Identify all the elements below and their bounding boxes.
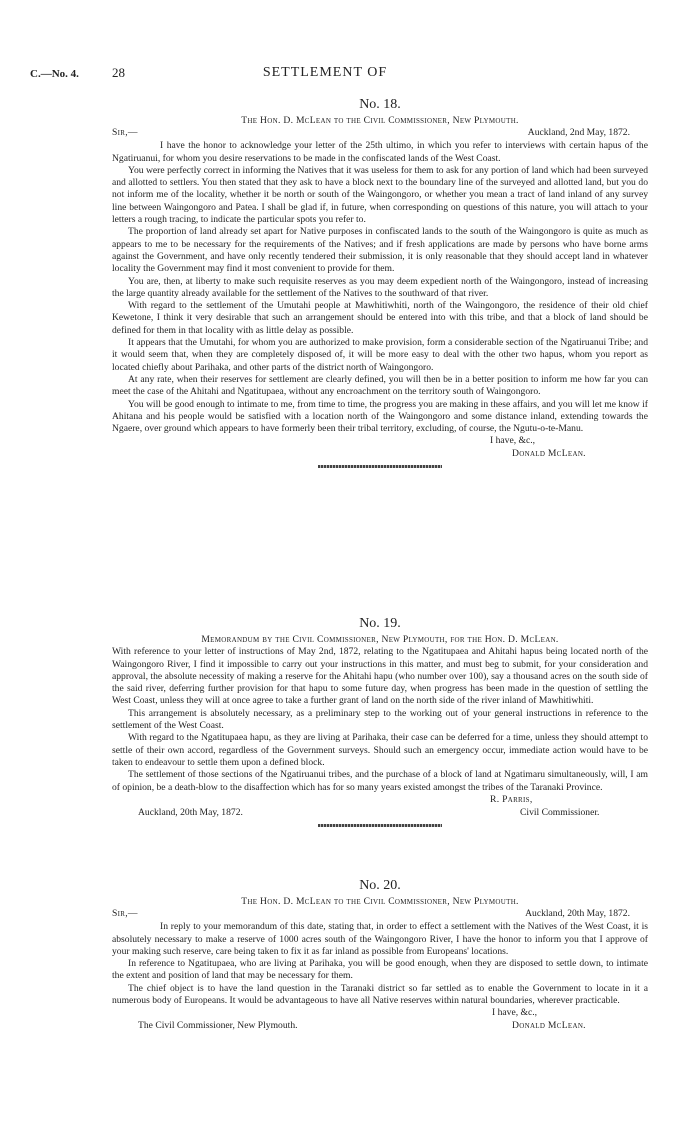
document-number: No. 19. [359,616,401,631]
addressee: The Civil Commissioner, New Plymouth. [138,1020,298,1032]
place-date: Auckland, 2nd May, 1872. [527,127,630,139]
closing: I have, &c., [492,1007,538,1019]
paragraph: With reference to your letter of instructions of May 2nd, 1872, relating to the Ngatitupaea and Ahitahi hapus being located north of the Waingongoro River, I find it impossible to carry out your instructions in this matter, and must beg to submit, for your consideration and approval, the absolute necessity of making a reserve for the Ahitahi hapu (who number over 100), say a thousand acres on the south side of the said river, deferring further provision for that hapu to some future day, when progress has been made in the question of settling the West Coast, unless they will at once agree to take a further grant of land on the north side of the river inland of Mawhitiwhiti. [112,646,648,707]
document-number: No. 18. [359,97,401,112]
document-number: No. 20. [359,878,401,893]
paragraph: With regard to the Ngatitupaea hapu, as they are living at Parihaka, their case can be deferred for a time, unless they should attempt to settle of their own accord, regardless of the Government surveys. Should such an emergency occur, immediate action would have to be taken to endeavour to settle them upon a defined block. [112,732,648,768]
running-title: SETTLEMENT OF [262,65,388,80]
section-divider [318,824,442,827]
document-heading: Memorandum by the Civil Commissioner, New Plymouth, for the Hon. D. McLean. [201,634,559,645]
page-number: 28 [112,65,125,80]
paragraph: With regard to the settlement of the Umutahi people at Mawhitiwhiti, north of the Waingongoro, the residence of their old chief Kewetone, I think it very desirable that such an arrangement should be entered into with this tribe, and that a block of land should be defined for them in that locality with as little delay as possible. [112,300,648,336]
paragraph: The proportion of land already set apart for Native purposes in confiscated lands to the south of the Waingongoro is quite as much as appears to me to be necessary for the requirements of the Natives; and if fresh applications are made by persons who have borne arms against the Government, and have only recently tendered their submission, it is only reasonable that they should accept land in whatever locality the Government may find it most convenient to provide for them. [112,226,648,275]
paragraph: In reference to Ngatitupaea, who are living at Parihaka, you will be good enough, when they are disposed to settle down, to intimate the extent and position of land that may be necessary for them. [112,958,648,982]
paragraph: The settlement of those sections of the Ngatiruanui tribes, and the purchase of a block of land at Ngatimaru simultaneously, will, I am of opinion, be a death-blow to the disaffection which has for so many years existed amongst the tribes of the Taranaki Province. [112,769,648,793]
page-header [30,65,670,84]
salutation: Sir,— [112,127,138,139]
paragraph: You will be good enough to intimate to me, from time to time, the progress you are making in these affairs, and you will let me know if Ahitana and his people would be satisfied with a location north of the Waingongoro and some distance inland, extending towards the Ngaere, over ground which appears to have formerly been their tribal territory, excluding, of course, the Ngutu-o-te-Manu. [112,398,648,435]
document-20 [112,878,648,1033]
document-19 [112,616,648,831]
paragraph: I have the honor to acknowledge your letter of the 25th ultimo, in which you refer to interviews with certain hapus of the Ngatiruanui, for whom you desire reservations to be made in the confiscated lands of the West Coast. [112,140,648,164]
salutation: Sir,— [112,908,138,920]
paragraph: At any rate, when their reserves for settlement are clearly defined, you will then be in a better position to inform me how far you can meet the case of the Ahitahi and Ngatitupaea, without any encroachment on the territory south of Waingongoro. [112,373,648,398]
paragraph: You are, then, at liberty to make such requisite reserves as you may deem expedient north of the Waingongoro, instead of increasing the large quantity already available for the settlement of the Natives to the southward of that river. [112,275,648,299]
salutation-row [112,127,648,140]
signature: Donald McLean. [512,1020,586,1032]
paragraph: You were perfectly correct in informing the Natives that it was useless for them to ask for any portion of land which had been surveyed and allotted to settlers. You then stated that they ask to have a block next to the boundary line of the surveyed and allotted land, but you do not inform me of the locality, whether it be north or south of the Waingongoro, or whether you mean a tract of land inland of any survey line between Waingongoro and Patea. I shall be glad if, in future, when corresponding on questions of this nature, you will attach to your letters a rough tracing, to indicate the particular spots you refer to. [112,164,648,226]
signature-block [112,794,648,820]
paragraph: This arrangement is absolutely necessary, as a preliminary step to the working out of your general instructions in reference to the settlement of the West Coast. [112,707,648,732]
section-divider [318,465,442,468]
place-date: Auckland, 20th May, 1872. [525,908,630,920]
salutation-row [112,908,648,921]
series-number: C.—No. 4. [30,68,79,80]
document-heading: The Hon. D. McLean to the Civil Commissioner, New Plymouth. [241,896,519,907]
paragraph: It appears that the Umutahi, for whom you are authorized to make provision, form a considerable section of the Ngatiruanui Tribe; and it would seem that, when they are completely disposed of, it will be more easy to deal with the other two hapus, whom you report as located chiefly about Parihaka, and other parts of the district north of Waingongoro. [112,337,648,373]
document-heading: The Hon. D. McLean to the Civil Commissioner, New Plymouth. [241,115,519,126]
closing: I have, &c., [490,435,536,447]
signature-block [112,435,648,461]
place-date: Auckland, 20th May, 1872. [138,806,243,818]
signature: Donald McLean. [512,448,586,460]
signature-title: Civil Commissioner. [520,806,600,818]
paragraph: The chief object is to have the land question in the Taranaki district so far settled as to enable the Government to locate in it a numerous body of Europeans. It would be advantageous to have all Native reserves within natural boundaries, wherever practicable. [112,982,648,1007]
signature-block [112,1007,648,1033]
document-18 [112,97,648,472]
paragraph: In reply to your memorandum of this date, stating that, in order to effect a settlement with the Natives of the West Coast, it is absolutely necessary to make a reserve of 1000 acres south of the Waingongoro River, I have the honor to inform you that I approve of your making such reserve, care being taken to fix it as far inland as possible from Europeans' locations. [112,921,648,957]
signature: R. Parris, [490,793,533,805]
